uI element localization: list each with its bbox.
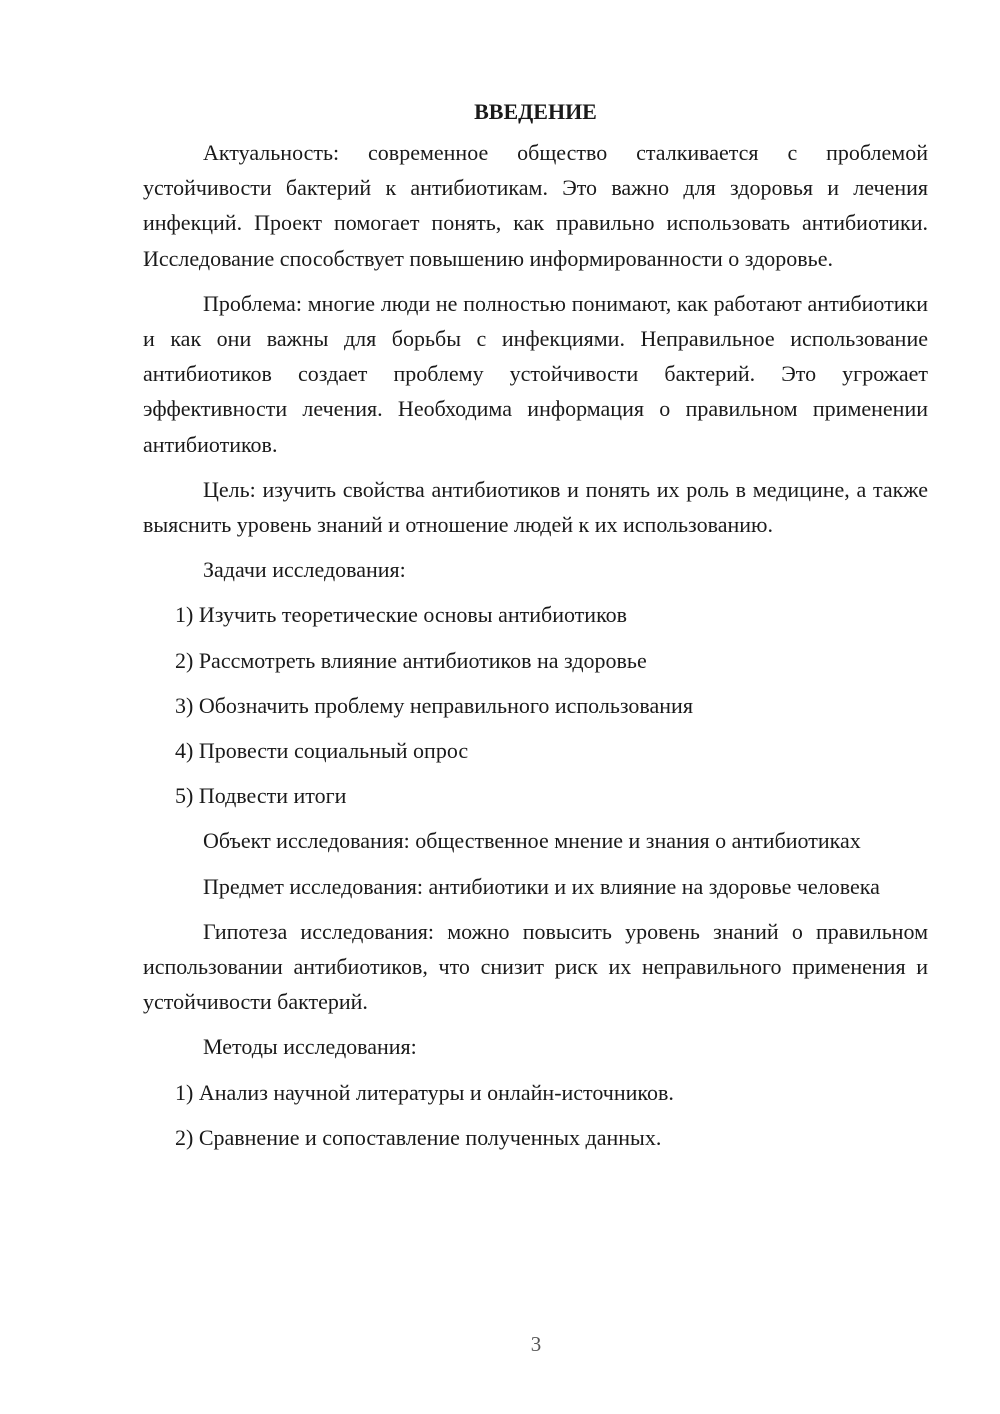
methods-heading: Методы исследования: [203,1034,417,1060]
object-paragraph: Объект исследования: общественное мнение и знания о антибиотиках [203,828,861,854]
problem-paragraph: Проблема: многие люди не полностью понимают, как работают антибиотики и как они важны для борьбы с инфекциями. Неправильное использование антибиотиков создает проблему устойчивости бактерий. Это угрожает эффективности лечения. Необходима информация о правильном применении антибиотиков. [143,290,928,457]
relevance-paragraph: Актуальность: современное общество сталкивается с проблемой устойчивости бактерий к антибиотикам. Это важно для здоровья и лечения инфекций. Проект помогает понять, как правильно использовать антибиотики. Исследование способствует повышению информированности о здоровье. [143,140,928,271]
list-item: 5) Подвести итоги [175,783,347,809]
hypothesis-paragraph: Гипотеза исследования: можно повысить уровень знаний о правильном использовании антибиотиков, что снизит риск их неправильного применения и устойчивости бактерий. [143,918,928,1015]
page-content [143,94,928,1165]
list-item: 1) Изучить теоретические основы антибиотиков [175,602,628,628]
methods-list [143,1075,928,1155]
tasks-heading: Задачи исследования: [203,557,406,583]
page-number: 3 [530,1332,542,1356]
list-item: 3) Обозначить проблему неправильного использования [175,692,693,718]
list-item: 2) Сравнение и сопоставление полученных данных. [175,1124,662,1150]
tasks-list [143,597,928,813]
goal-paragraph: Цель: изучить свойства антибиотиков и понять их роль в медицине, а также выяснить уровень знаний и отношение людей к их использованию. [143,476,928,538]
subject-paragraph: Предмет исследования: антибиотики и их влияние на здоровье человека [203,873,880,899]
list-item: 1) Анализ научной литературы и онлайн-источников. [175,1079,674,1105]
list-item: 2) Рассмотреть влияние антибиотиков на здоровье [175,647,647,673]
section-title: ВВЕДЕНИЕ [474,99,597,124]
list-item: 4) Провести социальный опрос [175,738,469,764]
